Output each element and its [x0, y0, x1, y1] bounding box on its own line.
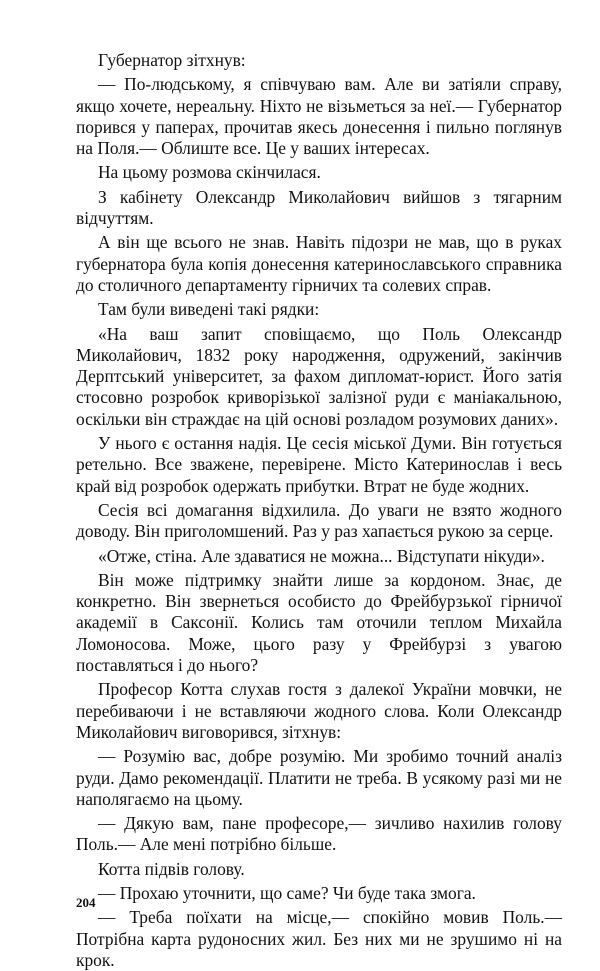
paragraph: Сесія всі домагання відхилила. До уваги не взято жодного доводу. Він приголомшений. Раз у раз хапається рукою за серце.: [76, 499, 562, 542]
paragraph: З кабінету Олександр Миколайович вийшов з тягарним відчуттям.: [76, 186, 562, 229]
paragraph: — Дякую вам, пане професоре,— зичливо нахилив голову Поль.— Але мені потрібно більше.: [76, 813, 562, 855]
paragraph: — Треба поїхати на місце,— спокійно мовив Поль.— Потрібна карта рудоносних жил. Без них ми не зрушимо ні на крок.: [76, 907, 562, 970]
paragraph: — Розумію вас, добре розумію. Ми зробимо точний аналіз руди. Дамо рекомендації. Платити не треба. В усякому разі ми не наполягаємо на цьому.: [76, 746, 562, 809]
paragraph: — По-людському, я співчуваю вам. Але ви затіяли справу, якщо хочете, нереальну. Ніхто не візьметься за неї.— Губернатор порився у паперах, прочитав якесь донесення і пильно поглянув на Поля.— Облиште все. Це у ваших інтересах.: [76, 74, 562, 159]
paragraph: Він може підтримку знайти лише за кордоном. Знає, де конкретно. Він звернеться особисто до Фрейбурзької гірничої академії в Саксонії. Колись там оточили теплом Михайла Ломоносова. Може, цього разу у Фрейбурзі з увагою поставляться і до нього?: [76, 569, 562, 676]
paragraph: А він ще всього не знав. Навіть підозри не мав, що в руках губернатора була копія донесення катеринославського справника до столичного департаменту гірничих та солевих справ.: [76, 232, 562, 295]
paragraph: Котта підвів голову.: [98, 858, 245, 879]
page-number: 204: [76, 895, 96, 910]
body-text: [76, 50, 562, 971]
paragraph: «На ваш запит сповіщаємо, що Поль Олександр Миколайович, 1832 року народження, одружений, закінчив Дерптський університет, за фахом дипломат-юрист. Його затія стосовно розробок криворізької залізної руди є маніакальною, оскільки він страждає на цій основі розладом розумових даних».: [76, 323, 562, 429]
paragraph: Там були виведені такі рядки:: [98, 299, 320, 320]
paragraph: Професор Котта слухав гостя з далекої України мовчки, не перебиваючи і не вставляючи жодного слова. Коли Олександр Миколайович виговорився, зітхнув:: [76, 679, 562, 742]
paragraph: — Прохаю уточнити, що саме? Чи буде така змога.: [98, 882, 476, 903]
paragraph: «Отже, стіна. Але здаватися не можна... Відступати нікуди».: [98, 545, 545, 566]
paragraph: У нього є остання надія. Це сесія міської Думи. Він готується ретельно. Все зважене, перевірене. Місто Катеринослав і весь край від розробок одержать прибутки. Втрат не буде жодних.: [76, 433, 562, 496]
paragraph: Губернатор зітхнув:: [98, 50, 246, 70]
paragraph: На цьому розмова скінчилася.: [98, 162, 321, 183]
